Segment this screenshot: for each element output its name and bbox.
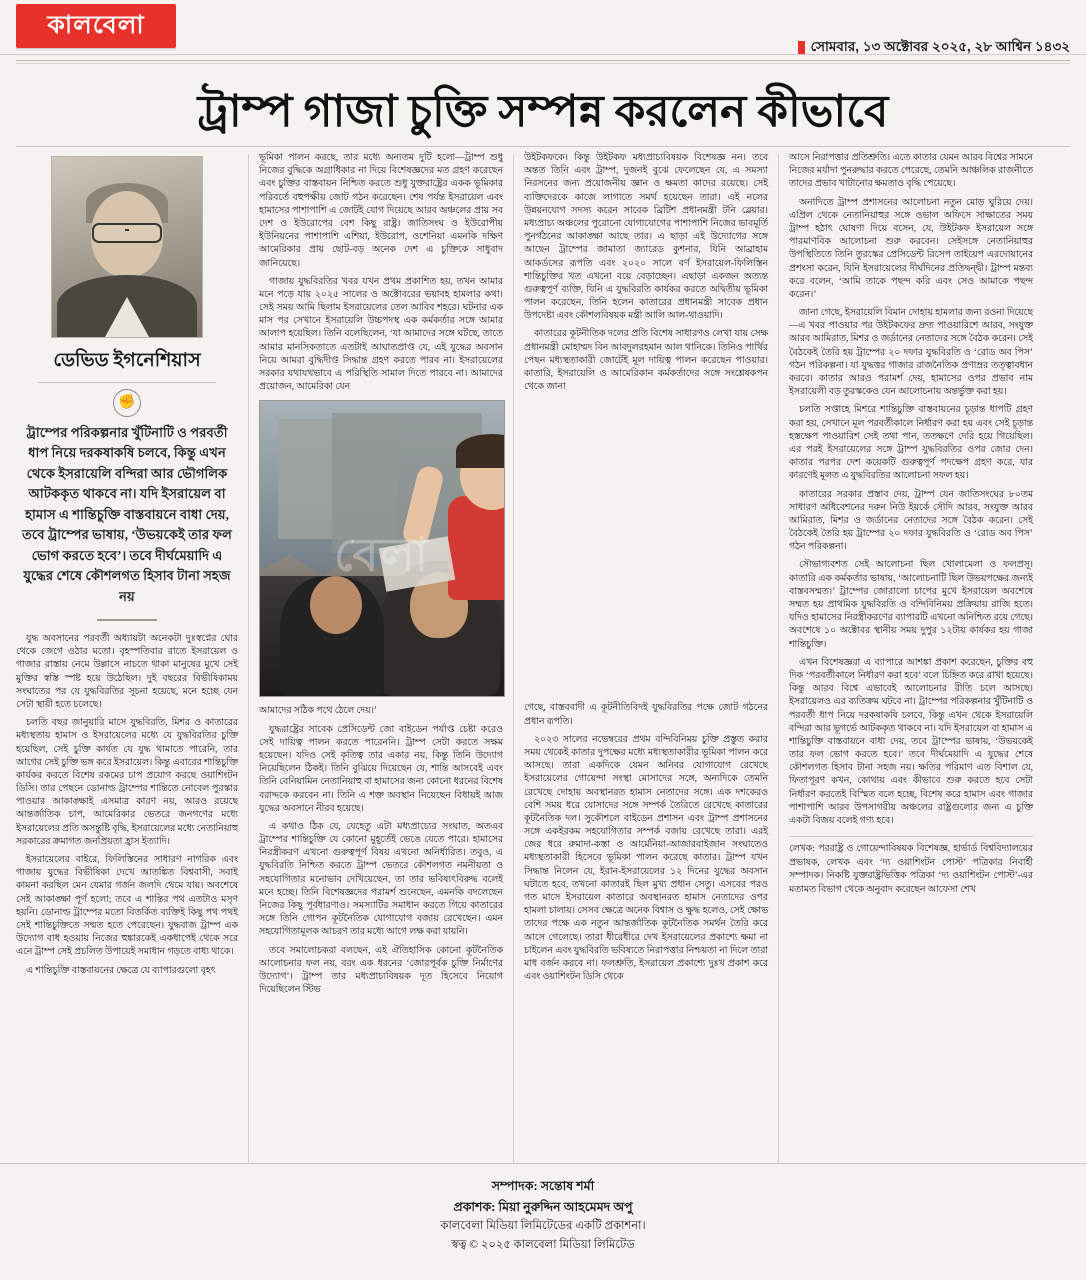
paragraph: গাজায় যুদ্ধবিরতির খবর যখন প্রথম প্রকাশিত হয়, তখন আমার মনে পড়ে যায় ২০২৫ সালের ও অক্টোবরের ভয়াবহ হামলার কথা। সেই সময় আমি ছিলাম ইসরায়েলের তেল আবিব শহরে। ঘটনার এক মাস পর সেখানে ইসরায়েলি উচ্চপদস্থ এক কর্মকর্তার সঙ্গে আমার আলাপ হয়েছিল। তিনি বলেছিলেন, ‘যা আমাদের সঙ্গে ঘটছে, তাতে আমার মানসিকতাতে এতটাই আঘাতপ্রাপ্ত যে, এই যুদ্ধের অবসান নিয়ে আমরা বুদ্ধিদীপ্ত সিদ্ধান্ত গ্রহণ করতে পারব না। ইসরায়েলের সরকার যথাযথভাবে এ পরিস্থিতি সামাল দিতে পারবে না। আমাদের প্রয়োজন, আমেরিকা যেন [259,276,503,393]
date-text: সোমবার, ১৩ অক্টোবর ২০২৫, ২৮ আশ্বিন ১৪৩২ [810,39,1070,54]
paragraph: যুদ্ধরাষ্ট্রের সাবেক প্রেসিডেন্ট জো বাইডেন পর্যাপ্ত চেষ্টা করেও সেই দায়িত্ব পালন করতে পারেননি। ট্রাম্প সেটা করতে সক্ষম হয়েছেন। যদিও সেই কৃতিত্ব তার একার নয়, কিন্তু তিনি উদ্যোগ নিয়েছিলেন ঠিকই। তিনি বুঝিয়ে দিয়েছেন যে, শান্তি আসবেই এবং তিনি বেনিয়ামিন নেতানিয়াহু বা হামাসের জন্য কোনো ধরনের বিশেষ বরাদ্দকে করবেন না। তিনি এ শক্ত অবস্থান নিয়েছেন বিধায়ই আজ যুদ্ধের অবসানে নীরব হয়েছে। [259,724,503,814]
page-title: ট্রাম্প গাজা চুক্তি সম্পন্ন করলেন কীভাবে [197,87,889,136]
author-note: লেখক: পররাষ্ট্র ও গোয়েন্দাবিষয়ক বিশেষজ্ঞ, হার্ভার্ড বিশ্ববিদ্যালয়ের প্রভাষক, লেখক এবং ‘দ্য ওয়াশিংটন পোস্ট’ পত্রিকার নিবার্হী সম্পাদক। নিকষ্টি যুক্তরাষ্ট্রভিত্তিক পত্রিকা ‘দ্য ওয়াশিংটন পোস্ট’-এর মতামত বিভাগ থেকে অনুবাদ করেছেন আফেসা শেখ [789,836,1033,897]
paragraph: ২০২৩ সালের নভেম্বরের প্রথম বন্দিবিনিময় চুক্তি প্রস্তুত করার সময় থেকেই কাতার দুপক্ষের মধ্যে মধ্যস্থতাকারীর ভূমিকা পালন করে আসছে। তারা একদিকে যেমন অনিবর যোগাযোগ রেখেছে ইসরায়েলের গোয়েন্দা সংস্থা মোসাদের সঙ্গে, অন্যদিকে তেমনি রেখেছে দোহায় অবস্থানরত হামাস নেতাদের সঙ্গে। এক দশকেরও বেশি সময় ধরে যোসাদের সঙ্গে সম্পর্ক তৈরিতে রেখেছে কাতারের কূটনৈতিক দল। সুকৌশলে বাইডেন প্রশাসন এবং ট্রাম্প প্রশাসনের সঙ্গে একইরকম সহযোগিতার সম্পর্ক বজায় রেখেছে তারা। এরই জের ধরে রুমাদা-কস্তা ও আর্মেনিয়া-আজারবাইজান সংঘাতেও মধ্যস্থতাকারী হিসেবে ভূমিকা পালন করেছে কাতার। ট্রাম্প যখন সিদ্ধান্ত নিলেন যে, ইরান-ইসরায়েলের ১২ দিনের যুদ্ধের অবসান ঘটাতে হবে, তখনো কাতারই ছিল মুখ্য প্রধান সেতু। এসবের পরও গত মাসে ইসরায়েল কাতারে অবস্থানরত হামাস নেতাদের ওপর হামলা চালায়। সেসব ক্ষেত্রে অনেক বিশ্বাস ও ক্ষুদ্ধ হলেও, সেই ক্ষোভ তাদের পক্ষে এক নতুন আন্তর্জাতিক কূটনৈতিক সমর্থন তৈরি করে আসে গেলেছে। তারা ধীরেধীরে দেখ ইসরায়েলের প্রকাশ্যে ক্ষমা না চাইলেন এবং যুদ্ধবিরতি ভবিষ্যতে নিরাপত্তার নিশ্চয়তা না দিলে তারা মাধ বর্জন করবে না। ফলশ্রুতি, ইসরায়েল প্রকাশ্যে দুঃখ প্রকাশ করে এবং ওয়াশিংটন ডিসি থেকে [524,734,768,983]
paragraph: যুদ্ধ অবসানের পরবর্তী অধ্যায়টা অনেকটা দুঃস্বপ্নের ঘোর থেকে জেগে ওঠার মতো। বৃহস্পতিবার রাতে ইসরায়েল ও গাজার রাস্তায় নেমে উল্লাসে নাচতে থাকা মানুষের মুখে সেই মুক্তির স্বস্তি স্পষ্ট হয়ে উঠেছিল। দুই বছরের বিভীষিকাময় সংঘাতের পর যে যুদ্ধবিরতির সূচনা হয়েছে, মনে হচ্ছে যেন সেটা স্থায়ী হতে চলেছে। [16,634,238,710]
column-2 [259,152,503,1172]
page-footer [0,1163,1086,1280]
standfirst: ট্রাম্পের পরিকল্পনার খুঁটিনাটি ও পরবর্তী ধাপ নিয়ে দরকষাকষি চলবে, কিন্তু এখন থেকে ইসরায়েলি বন্দিরা আর ভৌগলিক আটককৃত থাকবে না। যদি ইসরায়েল বা হামাস এ শান্তিচুক্তি বাস্তবায়নে বাধা দেয়, তবে ট্রাম্পের ভাষায়, ‘উভয়কেই তার ফল ভোগ করতে হবে’। তবে দীর্ঘমেয়াদি এ যুদ্ধের শেষে কৌশলগত হিসাব টানা সহজ নয় [22,424,232,604]
paragraph: কাতারের কূটনীতিক দলের প্রতি বিশেষ সাধারণও লেখা যায় সেক্ষ প্রধানমন্ত্রী মোহাম্মদ বিন আবদুলরহমান আল থানিকে। তিনিও পার্থির পেছন মধ্যস্থতাকারী জোটেই মূল দায়িত্ব পালন করেছেন পাওয়ার। কাতারি, ইসরায়েলি ও আমেরিকান কর্মকর্তাদের সঙ্গে সংশ্লেষকপন থেকে জানা [524,329,768,393]
paragraph: এ কথাও ঠিক যে, যেহেতু এটা মধ্যপ্রাচ্যের সংঘাত, অতএব ট্রাম্পের শান্তিচুক্তি যে কোনো মুহূর্তেই ভেঙে যেতে পারে। হামাসের নিরস্ত্রীকরণ এখনো গুরুত্বপূর্ণ বিষয় এখনো অনির্ধারিত। তবুও, এ যুদ্ধবিরতি নিশ্চিত করতে ট্রাম্প ভেতরে কৌশলগত নমনীয়তা ও সহযোগিতার মনোভাব দেখিয়েছেন, তা তার ভবিষ্যৎবিরুদ্ধ বলেই মনে হচ্ছে। তিনি বিশেষজ্ঞদের পরামর্শ শুনেছেন, এমনকি বদলেছেন নিজের কিছু পূর্বধারণাও। সমস্যাটির সমাধান করতে গিয়ে কাতারের সঙ্গে তিনি গোপন কূটনৈতিক যোগাযোগ বজায় রেখেছেন। এমন সহযোগিতামূলক আচরণ তার মধ্যে আগে লক্ষ করা যায়নি। [259,821,503,938]
paragraph: গেছে, বাস্তববাদী এ কূটনীতিবিদই যুদ্ধবিরতির পক্ষে জোট গঠনের প্রধান রূপতি। [524,703,768,727]
glasses-icon [92,223,162,243]
paragraph: অনাদিতে ট্রাম্প প্রশাসনের আলোচনা নতুন মোড় ঘুরিয়ে দেয়। এপ্রিল থেকে নেতানিয়াহুর সঙ্গে ওভাল অফিসে সাক্ষাতের সময় ট্রাম্প হঠাৎ ঘোষণা দিয়ে বসেন, যে, উইটকফ ইসরায়েল সঙ্গে পারমাণবিক আলোচনা শুরু করবেন। সেইসঙ্গে নেতানিয়াহুর উপস্থিতিতে তিনি তুরস্কের প্রেসিডেন্ট রিসেপ তাইয়েপ এরদোয়ানের প্রশংসা করেন, যিনি ইসরায়েলের দীর্ঘদিনের প্রতিদ্বন্দ্বী। ট্রাম্প মন্তব্য করে বলেন, ‘আমি তাকে পছন্দ করি এবং সেও আমাকে পছন্দ করেন।’ [789,197,1033,300]
masthead [0,0,1086,55]
paragraph: কাতারের সরকার প্রস্তাব দেয়, ট্রাম্প যেন জাতিসংঘের ৮০তম সাধারণ অধিবেশনের দরুন নিউ ইয়র্কে সৌদি আরব, সংযুক্ত আরব আমিরাত, মিশর ও জর্ডানের নেতাদের সঙ্গে বৈঠক করেন। সেই বৈঠকেই তৈরি হয় ট্রাম্পের ২০ দফার যুদ্ধবিরতি ও ‘রোড অব পিস’ গঠন পরিকল্পনা। [789,489,1033,553]
divider-top [16,60,1070,61]
article-photo [259,400,505,697]
photo-watermark: বেলা [334,528,430,581]
red-marker-icon [798,41,805,54]
publisher-line: প্রকাশক: মিয়া নুরুদ্দিন আহমেমদ অপু [453,1199,633,1214]
photo-child-body [448,496,505,600]
company-line: কালবেলা মিডিয়া লিমিটেডের একটি প্রকাশনা। [440,1220,646,1233]
column-divider [513,154,514,1172]
paragraph: চলতি সপ্তাহে মিশরে শান্তিচুক্তি বাস্তবায়নের চূড়ান্ত ধাপটি গ্রহণ করা হয়, সেখানে মূল পরবর্তীকালে নির্ধারণ করা হয় এবং সেই চূড়ান্ত হস্তক্ষেপ পাওয়ারিশ সেই তথা পান, ততক্ষণে দেরি হয়ে গিয়েছিল। এর পরই ইসরায়েলের সঙ্গে ট্রাম্প যুদ্ধবিরতির ওপর জোর দেন। কাতার পরপর দেশ কয়েকটি গুরুত্বপূর্ণ পদক্ষেপ গ্রহণ করে, যার কারণেই মূলত এ যুদ্ধবিরতির আলোচনা সফল হয়। [789,405,1033,482]
paragraph: তবে সমালোচকরা বলছেন, এই ঐতিহাসিক কোনো কূটনৈতিক আলোচনার ফল নয়, বরং এক ধরনের ‘জোরপূর্বক চুক্তি নির্মাণের উদ্যোগ’। ট্রাম্প তার মধ্যপ্রাচ্যবিষয়ক দূত হিসেবে নিয়োগ দিয়েছিলেন স্টিভ [259,945,503,996]
divider-headline [16,146,1070,147]
paragraph: এ শান্তিচুক্তি বাস্তবায়নের ক্ষেত্রে যে ব্যাপারগুলো বৃহৎ [26,965,216,976]
author-name: ডেভিড ইগনেশিয়াস [53,350,201,371]
paragraph: উইটকফকে। কিন্তু উইটকফ মধ্যপ্রাচ্যবিষয়ক বিশেষজ্ঞ নন। তবে অন্তত তিনি এবং ট্রাম্প, দুজনই বুঝে ফেলেছেন যে, এ সমস্যা নিরসনের জন্য প্রয়োজনীয় জ্ঞান ও ক্ষমতা কাদের রয়েছে। সেই ব্যক্তিদেরকে কাজে লাগাতে সমর্থ হয়েছেন তারা। এই নলের উন্নয়নযোগ সদস্য করেন সাবেক ব্রিটিশ প্রধানমন্ত্রী টনি ব্লেয়ার। মধ্যপ্রাচ্য অঞ্চলের পুরোনো যোগাযোগের পাশাপাশি নিজের ভাবমূর্তি পুনর্গঠনের আকাঙ্ক্ষা আছে তার। এ ছাড়া এই উদ্যোগের সঙ্গে আছেন ট্রাম্পের জামাতা জ্যারেড কুশনার, যিনি আব্রাহাম আকর্ডসের রূপতি এবং ২০২০ সালে বর্ণ ইসরায়েল-ফিলিস্তিন শান্তিচুক্তির খত এখনো বয়ে বেড়াচ্ছেন। এছাড়া একজন অত্যন্ত গুরুত্বপূর্ণ ব্যক্তি, যিনি এ যুদ্ধবিরতি কার্যকর করতে অদ্বিতীয় ভূমিকা পালন করেছেন, তিনি হলেন কাতারের প্রধানমন্ত্রী সাবেক প্রধান উপদেষ্টা এবং কৌশলবিষয়ক মন্ত্রী আলি আল-থাওয়াদি। [524,153,768,322]
paragraph: সৌভাগ্যবশত সেই আলোচনা ছিল খোলামেলা ও ফলপ্রসূ। কাতারি এক কর্মকর্তার ভাষায়, ‘আলোচনাটি ছিল উভয়পক্ষের জন্যই বাস্তবসম্মত।’ ট্রাম্পের জোরালো চাপের মুখে ইসরায়েল অবশেষে সম্মত হয় প্রাথমিক যুদ্ধবিরতি ও বন্দিবিনিময় প্রক্রিয়ায় রাজি হতে। যদিও হামাসের নিরস্ত্রীকরণের ব্যাপারটি এখনো অনিশ্চিত রয়ে গেছে। অবশেষে ১০ অক্টোবর স্থানীয় সময় দুপুর ১২টায় কার্যকর হয় গাজা শান্তিচুক্তি। [789,560,1033,650]
kalbela-logo[interactable] [16,4,176,48]
paragraph: ভূমিকা পালন করছে, তার মধ্যে অন্যতম দুটি হলো—ট্রাম্প শুধু নিজের বুদ্ধিকে অগ্রাধিকার না দিয়ে বিশেষজ্ঞদের মত গ্রহণ করেছেন এবং চুক্তির বাস্তবায়ন নিশ্চিত করতে শুধু যুক্তরাষ্ট্রের একক ভূমিকার পরিবর্তে বহুপক্ষীয় জোট গঠন করেছেন। শেষ পর্যন্ত ইসরায়েল এবং হামাসের পাশাপাশি এ জোটই যোগ দিয়েছে আরব অঞ্চলের প্রায় সব দেশ ও ইউরোপের বেশ কিছু রাষ্ট্র। জাতিসংঘ ও ইউরোপীয় ইউনিয়নের পাশাপাশি এশিয়া, ইউরোপ, ওশেনিয়া এমনকি দক্ষিণ আমেরিকার প্রায় ছোট-বড় অনেক দেশ এ চুক্তিকে সাধুবাদ জানিয়েছে। [259,153,503,269]
divider-top-2 [16,63,1070,64]
article-body [16,152,1070,1172]
paragraph: এখন বিশেষজ্ঞরা এ ব্যাপারে আশঙ্কা প্রকাশ করেছেন, চুক্তির বহু দিক ‘পরবর্তীকালে নির্ধারণ করা হবে’ বলে চিহ্নিত করে রাখা হয়েছে। কিন্তু আরব বিশ্বে এভাবেই আলোচনার রীতি চলে আসছে। ইসরায়েলও এর ব্যতিক্রম ঘটবে না। ট্রাম্পের পরিকল্পনার খুঁটিনাটি ও পরবর্তী ধাপ নিয়ে দরকষাকষি চলবে, কিন্তু এখন থেকে ইসরায়েলি বন্দিরা আর ভূগর্ভে আটককৃত থাকবে না। যদি ইসরায়েল বা হামাস এ শান্তিচুক্তি বাস্তবায়নে বাধা দেয়, তবে ট্রাম্পের ভাষায়, ‘উভয়কেই তার ফল ভোগ করতে হবে।’ তবে দীর্ঘমেয়াদি এ যুদ্ধের শেষে কৌশলগত হিসাব টানা সহজ নয়। ক্ষতির পরিমাণ এত বিশাল যে, ফিতাপূরণ কখন, কোথায় এবং কীভাবে শুরু করতে হবে সেটা নির্ধারণ করতেই বিস্মিত বলে হচ্ছে, বিশেষ করে হামাস এবং গাজার পাশাপাশি আরব উপসাগরীয় অঞ্চলের রাষ্ট্রগুলোর জন্য এ চুক্তি একটা বিজয় বলেই গণ্য হবে। [789,657,1033,826]
logo-shadow [16,48,176,51]
logo-text: কালবেলা [47,10,145,39]
paragraph: ইসরায়েলের বাইরে, ফিলিস্তিনের সাধারণ নাগরিক এবং গাজায় যুদ্ধের বিভীষিকা দেখে আতঙ্কিত বিশ্ববাসী, সবাই কামনা করছিল মেন যেমার গর্জন জলদি থেমে যায়। অবশেষে সেই আকাঙ্ক্ষা পূর্ণ হলো; তবে এ শান্তির পথ এতটাও মসৃণ হয়নি। ডোনাল্ড ট্রাম্পের মতো বিতর্কিত ব্যক্তিই কিছু পথ পথই সেই শান্তিচুক্তিতে সম্মত হতে পেরেছেন। যুদ্ধবাজ ট্রাম্প এক উদ্যোগ বাধ হওয়ায় নিজের হুঙ্কারকেই একধাপেই থেকে সরে এনে ট্রাম্প সেই প্রচলিত উপায়েই সমাধান গড়তে বাধ্য থাকে। [16,855,238,958]
date-bar [798,36,1070,59]
column-divider [248,154,249,1172]
editor-line: সম্পাদক: সন্তোষ শর্মা [491,1179,595,1193]
divider-author [38,382,216,383]
photo-child-hair [456,434,505,468]
paragraph: জানা গেছে, ইসরায়েলি বিমান দোহায় হামলার জন্য রওনা দিয়েছে—এ খবর পাওয়ার পর উইটকফের দ্রুত পাওয়ারিশে আরব, সংযুক্ত আরব আমিরাত, মিশর ও জর্ডানের নেতাদের সঙ্গে বৈঠক করেন। সেই বৈঠকেই তৈরি হয় ট্রাম্পের ২০ দফার যুদ্ধবিরতি ও ‘রোড অব পিস’ গঠন পরিকল্পনা। যা যুদ্ধত্তর গাজার রাজনৈতিক প্রণাম্রর তত্ত্বাবধান করবে। কাতার আরও পরামর্শ দেয়, হামাসের ওপর প্রভাব নাম ইসরায়েলী বড় তুরস্ককেও যেন আলোচনায় অন্তর্ভুক্ত করা হয়। [789,308,1033,398]
author-portrait [51,156,203,338]
photo-spacer [524,399,768,702]
paragraph: চলতি বছর জানুয়ারি মাসে যুদ্ধবিরতি, মিশর ও কাতারের মধ্যস্থতায় হামাস ও ইসরায়েলের মধ্যে যে যুদ্ধবিরতির চুক্তি হয়েছিল, সেই চুক্তি কার্যত যে যুদ্ধ থামাতে পারেনি, তার আগের সেই চুক্তি ভঙ্গ করে ইসরায়েল। কিন্তু এবারের শান্তিচুক্তি কার্যকর করতে বিশেষ রকমের চাপ প্রয়োগ করছে ওয়াশিংটন ডিসি। তার পেছনে ডোনাল্ড ট্রাম্পের শান্তিতে নোবেল পুরস্কার পাওয়ার আকাঙ্ক্ষাই এসমাত্র কারণ নয়, আরও রয়েছে আন্তর্জাতিক চাপ, আমেরিকার ভেতরে জনগণের মধ্যে ইসরায়েলের প্রতি অসন্তুষ্টি বৃদ্ধি, ইসরায়েলের মধ্যে নেতানিয়াহু সরকারের ক্রমাগত জনপ্রিয়তা হ্রাস ইত্যাদি। [16,718,238,847]
column-3 [524,152,768,1172]
column-1 [16,152,238,1172]
divider-standfirst [97,619,157,621]
copyright-line: স্বত্ব © ২০২৫ কালবেলা মিডিয়া লিমিটেড [451,1239,635,1252]
paragraph: আসে নিরাপত্তার প্রতিশ্রুতি। এতে কাতার যেমন আরব বিশ্বের সামনে নিজের মর্যাদা পুনরুদ্ধার করতে পেরেছে, তেমনি আঞ্চলিক রাজনীতে তাদের প্রভাব খাটানোর ক্ষমতাও বৃদ্ধি পেয়েছে। [789,153,1033,190]
paragraph: আমাদের সঠিক পথে ঠেলে দেয়।’ [259,706,378,717]
fist-icon: ✊ [113,389,141,417]
column-divider [778,154,779,1172]
column-4 [789,152,1033,1172]
